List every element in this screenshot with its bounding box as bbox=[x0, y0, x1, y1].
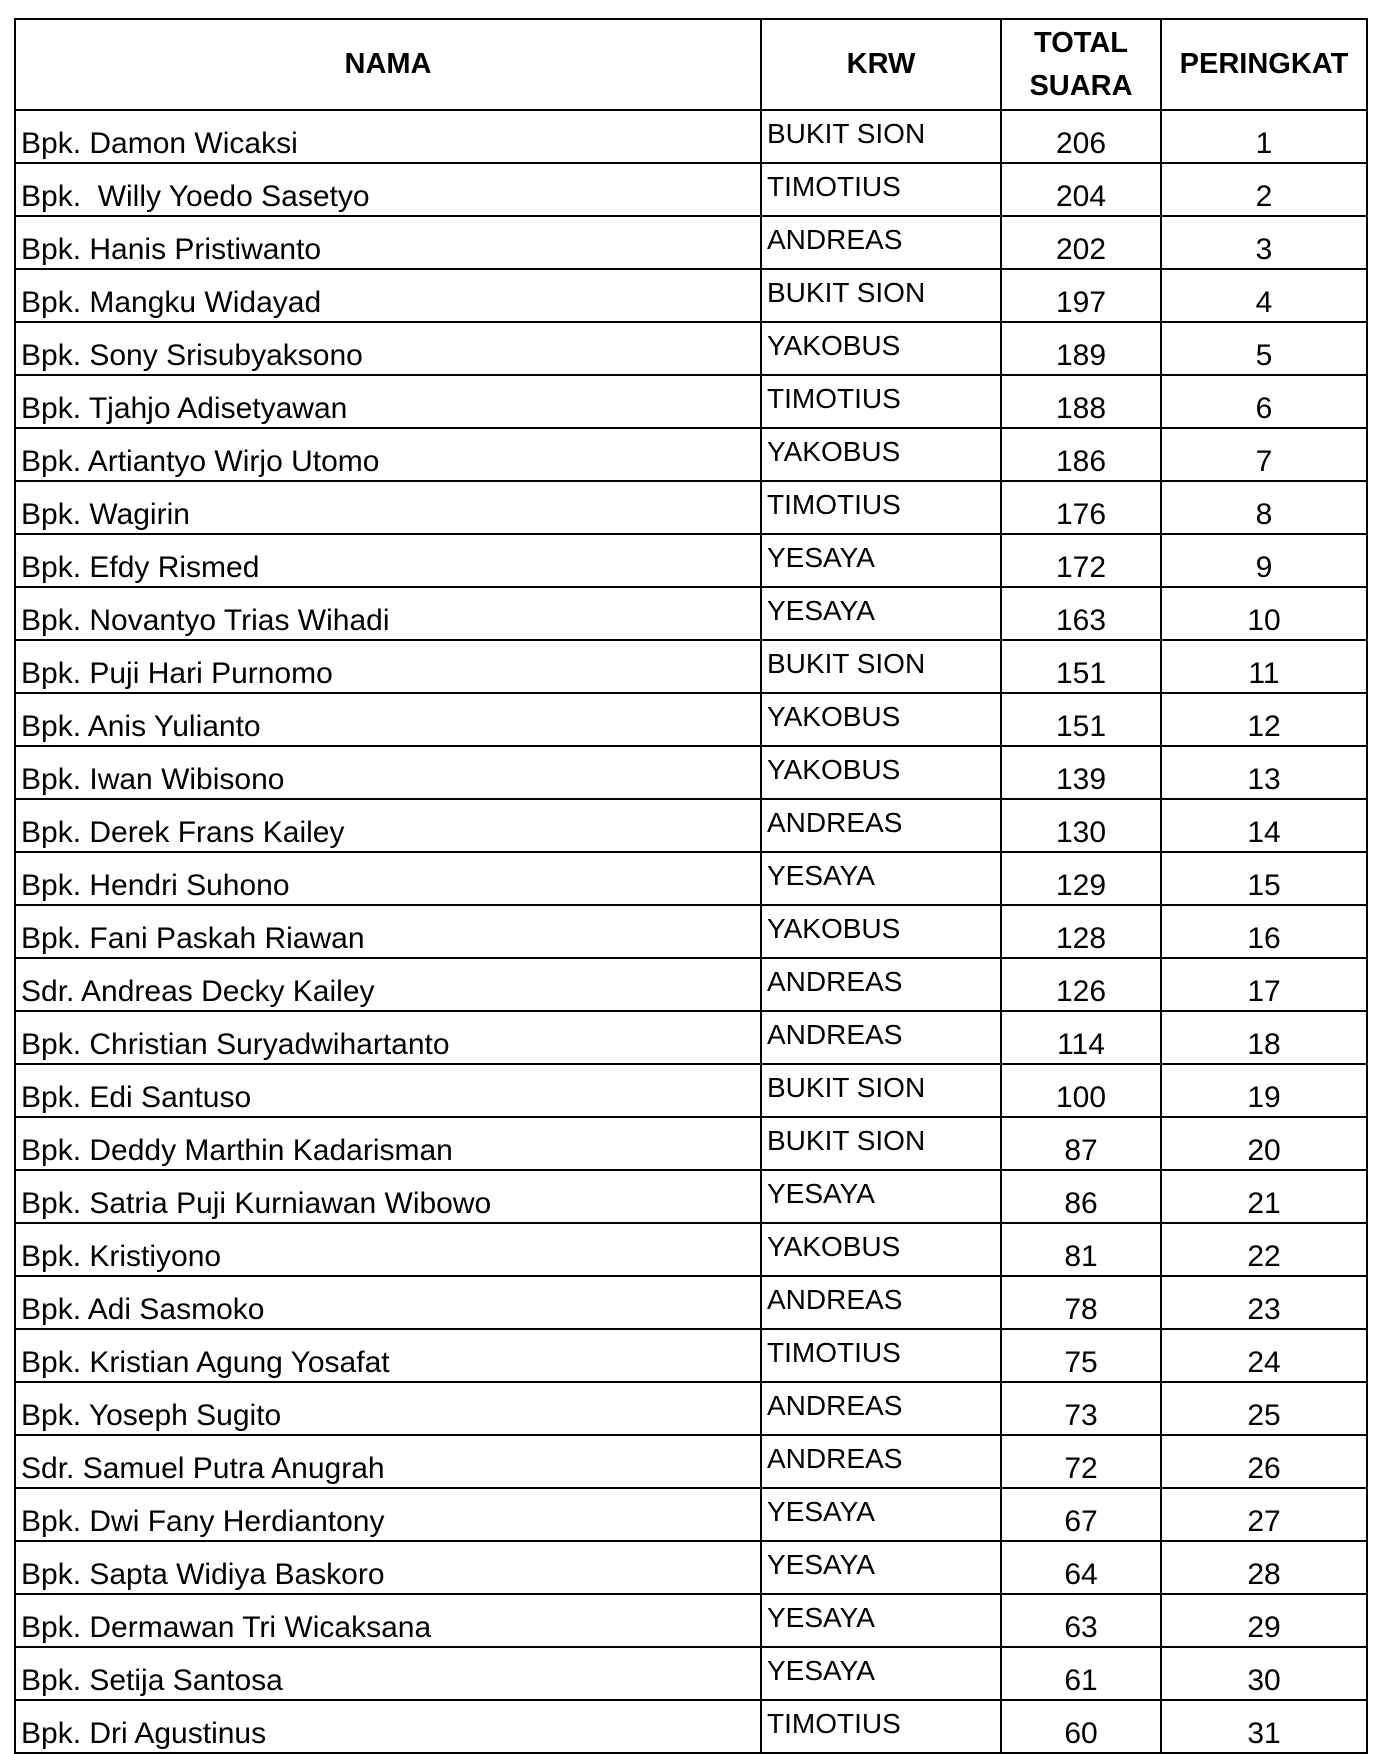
table-row bbox=[15, 1223, 1367, 1276]
krw-cell: ANDREAS bbox=[761, 216, 1001, 269]
nama-cell: Bpk. Adi Sasmoko bbox=[15, 1276, 761, 1329]
krw-cell: YESAYA bbox=[761, 587, 1001, 640]
total-suara-cell: 206 bbox=[1001, 110, 1161, 163]
total-suara-cell: 67 bbox=[1001, 1488, 1161, 1541]
krw-cell: BUKIT SION bbox=[761, 269, 1001, 322]
peringkat-cell: 8 bbox=[1161, 481, 1367, 534]
nama-cell: Sdr. Samuel Putra Anugrah bbox=[15, 1435, 761, 1488]
total-suara-cell: 139 bbox=[1001, 746, 1161, 799]
nama-cell: Bpk. Hendri Suhono bbox=[15, 852, 761, 905]
krw-cell: ANDREAS bbox=[761, 1011, 1001, 1064]
krw-cell: ANDREAS bbox=[761, 799, 1001, 852]
nama-cell: Bpk. Puji Hari Purnomo bbox=[15, 640, 761, 693]
total-suara-cell: 163 bbox=[1001, 587, 1161, 640]
total-suara-cell: 81 bbox=[1001, 1223, 1161, 1276]
table-row bbox=[15, 1117, 1367, 1170]
nama-cell: Bpk. Hanis Pristiwanto bbox=[15, 216, 761, 269]
vote-results-table bbox=[14, 18, 1368, 1754]
nama-cell: Bpk. Deddy Marthin Kadarisman bbox=[15, 1117, 761, 1170]
table-row bbox=[15, 1064, 1367, 1117]
peringkat-cell: 25 bbox=[1161, 1382, 1367, 1435]
peringkat-cell: 1 bbox=[1161, 110, 1367, 163]
krw-cell: BUKIT SION bbox=[761, 110, 1001, 163]
total-suara-cell: 204 bbox=[1001, 163, 1161, 216]
table-row bbox=[15, 1594, 1367, 1647]
total-suara-cell: 114 bbox=[1001, 1011, 1161, 1064]
krw-cell: TIMOTIUS bbox=[761, 1700, 1001, 1753]
peringkat-cell: 30 bbox=[1161, 1647, 1367, 1700]
table-row bbox=[15, 1382, 1367, 1435]
nama-cell: Bpk. Novantyo Trias Wihadi bbox=[15, 587, 761, 640]
peringkat-cell: 21 bbox=[1161, 1170, 1367, 1223]
krw-cell: YESAYA bbox=[761, 1170, 1001, 1223]
peringkat-cell: 24 bbox=[1161, 1329, 1367, 1382]
peringkat-cell: 10 bbox=[1161, 587, 1367, 640]
peringkat-cell: 6 bbox=[1161, 375, 1367, 428]
total-suara-cell: 73 bbox=[1001, 1382, 1161, 1435]
nama-cell: Bpk. Fani Paskah Riawan bbox=[15, 905, 761, 958]
nama-cell: Sdr. Andreas Decky Kailey bbox=[15, 958, 761, 1011]
krw-cell: YESAYA bbox=[761, 534, 1001, 587]
total-suara-cell: 128 bbox=[1001, 905, 1161, 958]
krw-cell: YESAYA bbox=[761, 1488, 1001, 1541]
table-row bbox=[15, 481, 1367, 534]
table-row bbox=[15, 958, 1367, 1011]
nama-cell: Bpk. Wagirin bbox=[15, 481, 761, 534]
table-row bbox=[15, 534, 1367, 587]
krw-cell: YAKOBUS bbox=[761, 693, 1001, 746]
table-row bbox=[15, 1541, 1367, 1594]
krw-cell: BUKIT SION bbox=[761, 1117, 1001, 1170]
krw-cell: BUKIT SION bbox=[761, 1064, 1001, 1117]
nama-cell: Bpk. Damon Wicaksi bbox=[15, 110, 761, 163]
total-suara-cell: 202 bbox=[1001, 216, 1161, 269]
nama-cell: Bpk. Sapta Widiya Baskoro bbox=[15, 1541, 761, 1594]
peringkat-cell: 20 bbox=[1161, 1117, 1367, 1170]
table-row bbox=[15, 1170, 1367, 1223]
header-nama: NAMA bbox=[15, 19, 761, 110]
total-suara-cell: 189 bbox=[1001, 322, 1161, 375]
total-suara-cell: 87 bbox=[1001, 1117, 1161, 1170]
peringkat-cell: 22 bbox=[1161, 1223, 1367, 1276]
table-row bbox=[15, 1276, 1367, 1329]
nama-cell: Bpk. Efdy Rismed bbox=[15, 534, 761, 587]
table-row bbox=[15, 1647, 1367, 1700]
total-suara-cell: 151 bbox=[1001, 693, 1161, 746]
peringkat-cell: 29 bbox=[1161, 1594, 1367, 1647]
table-row bbox=[15, 1700, 1367, 1753]
table-row bbox=[15, 1011, 1367, 1064]
total-suara-cell: 100 bbox=[1001, 1064, 1161, 1117]
table-row bbox=[15, 693, 1367, 746]
krw-cell: YAKOBUS bbox=[761, 1223, 1001, 1276]
krw-cell: YESAYA bbox=[761, 1594, 1001, 1647]
krw-cell: YESAYA bbox=[761, 1541, 1001, 1594]
total-suara-cell: 188 bbox=[1001, 375, 1161, 428]
total-suara-cell: 186 bbox=[1001, 428, 1161, 481]
table-row bbox=[15, 587, 1367, 640]
peringkat-cell: 26 bbox=[1161, 1435, 1367, 1488]
header-total-suara: TOTAL SUARA bbox=[1001, 19, 1161, 110]
peringkat-cell: 17 bbox=[1161, 958, 1367, 1011]
krw-cell: TIMOTIUS bbox=[761, 1329, 1001, 1382]
nama-cell: Bpk. Kristiyono bbox=[15, 1223, 761, 1276]
table-row bbox=[15, 269, 1367, 322]
peringkat-cell: 4 bbox=[1161, 269, 1367, 322]
nama-cell: Bpk. Artiantyo Wirjo Utomo bbox=[15, 428, 761, 481]
peringkat-cell: 16 bbox=[1161, 905, 1367, 958]
header-krw: KRW bbox=[761, 19, 1001, 110]
table-row bbox=[15, 852, 1367, 905]
nama-cell: Bpk. Setija Santosa bbox=[15, 1647, 761, 1700]
table-row bbox=[15, 746, 1367, 799]
total-suara-cell: 72 bbox=[1001, 1435, 1161, 1488]
total-suara-cell: 130 bbox=[1001, 799, 1161, 852]
krw-cell: YESAYA bbox=[761, 852, 1001, 905]
peringkat-cell: 18 bbox=[1161, 1011, 1367, 1064]
nama-cell: Bpk. Dri Agustinus bbox=[15, 1700, 761, 1753]
total-suara-cell: 129 bbox=[1001, 852, 1161, 905]
krw-cell: BUKIT SION bbox=[761, 640, 1001, 693]
nama-cell: Bpk. Kristian Agung Yosafat bbox=[15, 1329, 761, 1382]
krw-cell: TIMOTIUS bbox=[761, 481, 1001, 534]
nama-cell: Bpk. Dermawan Tri Wicaksana bbox=[15, 1594, 761, 1647]
peringkat-cell: 5 bbox=[1161, 322, 1367, 375]
peringkat-cell: 11 bbox=[1161, 640, 1367, 693]
krw-cell: ANDREAS bbox=[761, 1276, 1001, 1329]
total-suara-cell: 75 bbox=[1001, 1329, 1161, 1382]
nama-cell: Bpk. Iwan Wibisono bbox=[15, 746, 761, 799]
peringkat-cell: 23 bbox=[1161, 1276, 1367, 1329]
header-row bbox=[15, 19, 1367, 110]
total-suara-cell: 64 bbox=[1001, 1541, 1161, 1594]
header-peringkat: PERINGKAT bbox=[1161, 19, 1367, 110]
nama-cell: Bpk. Willy Yoedo Sasetyo bbox=[15, 163, 761, 216]
krw-cell: ANDREAS bbox=[761, 1435, 1001, 1488]
total-suara-cell: 197 bbox=[1001, 269, 1161, 322]
nama-cell: Bpk. Christian Suryadwihartanto bbox=[15, 1011, 761, 1064]
total-suara-cell: 126 bbox=[1001, 958, 1161, 1011]
table-header bbox=[15, 19, 1367, 110]
krw-cell: ANDREAS bbox=[761, 958, 1001, 1011]
total-suara-cell: 176 bbox=[1001, 481, 1161, 534]
peringkat-cell: 14 bbox=[1161, 799, 1367, 852]
table-row bbox=[15, 799, 1367, 852]
nama-cell: Bpk. Satria Puji Kurniawan Wibowo bbox=[15, 1170, 761, 1223]
krw-cell: TIMOTIUS bbox=[761, 163, 1001, 216]
table-row bbox=[15, 322, 1367, 375]
peringkat-cell: 19 bbox=[1161, 1064, 1367, 1117]
peringkat-cell: 28 bbox=[1161, 1541, 1367, 1594]
total-suara-cell: 61 bbox=[1001, 1647, 1161, 1700]
krw-cell: YAKOBUS bbox=[761, 746, 1001, 799]
krw-cell: TIMOTIUS bbox=[761, 375, 1001, 428]
peringkat-cell: 9 bbox=[1161, 534, 1367, 587]
peringkat-cell: 12 bbox=[1161, 693, 1367, 746]
total-suara-cell: 151 bbox=[1001, 640, 1161, 693]
krw-cell: YAKOBUS bbox=[761, 428, 1001, 481]
table-row bbox=[15, 1435, 1367, 1488]
peringkat-cell: 3 bbox=[1161, 216, 1367, 269]
nama-cell: Bpk. Edi Santuso bbox=[15, 1064, 761, 1117]
nama-cell: Bpk. Mangku Widayad bbox=[15, 269, 761, 322]
total-suara-cell: 86 bbox=[1001, 1170, 1161, 1223]
krw-cell: YESAYA bbox=[761, 1647, 1001, 1700]
table-row bbox=[15, 1488, 1367, 1541]
table-body bbox=[15, 110, 1367, 1753]
nama-cell: Bpk. Dwi Fany Herdiantony bbox=[15, 1488, 761, 1541]
total-suara-cell: 63 bbox=[1001, 1594, 1161, 1647]
table-row bbox=[15, 375, 1367, 428]
nama-cell: Bpk. Yoseph Sugito bbox=[15, 1382, 761, 1435]
table-row bbox=[15, 1329, 1367, 1382]
peringkat-cell: 7 bbox=[1161, 428, 1367, 481]
total-suara-cell: 78 bbox=[1001, 1276, 1161, 1329]
nama-cell: Bpk. Sony Srisubyaksono bbox=[15, 322, 761, 375]
nama-cell: Bpk. Tjahjo Adisetyawan bbox=[15, 375, 761, 428]
nama-cell: Bpk. Anis Yulianto bbox=[15, 693, 761, 746]
table-row bbox=[15, 163, 1367, 216]
peringkat-cell: 13 bbox=[1161, 746, 1367, 799]
table-row bbox=[15, 110, 1367, 163]
krw-cell: ANDREAS bbox=[761, 1382, 1001, 1435]
peringkat-cell: 2 bbox=[1161, 163, 1367, 216]
table-row bbox=[15, 216, 1367, 269]
krw-cell: YAKOBUS bbox=[761, 905, 1001, 958]
peringkat-cell: 15 bbox=[1161, 852, 1367, 905]
table-row bbox=[15, 428, 1367, 481]
peringkat-cell: 31 bbox=[1161, 1700, 1367, 1753]
peringkat-cell: 27 bbox=[1161, 1488, 1367, 1541]
table-row bbox=[15, 640, 1367, 693]
nama-cell: Bpk. Derek Frans Kailey bbox=[15, 799, 761, 852]
krw-cell: YAKOBUS bbox=[761, 322, 1001, 375]
total-suara-cell: 60 bbox=[1001, 1700, 1161, 1753]
total-suara-cell: 172 bbox=[1001, 534, 1161, 587]
table-row bbox=[15, 905, 1367, 958]
